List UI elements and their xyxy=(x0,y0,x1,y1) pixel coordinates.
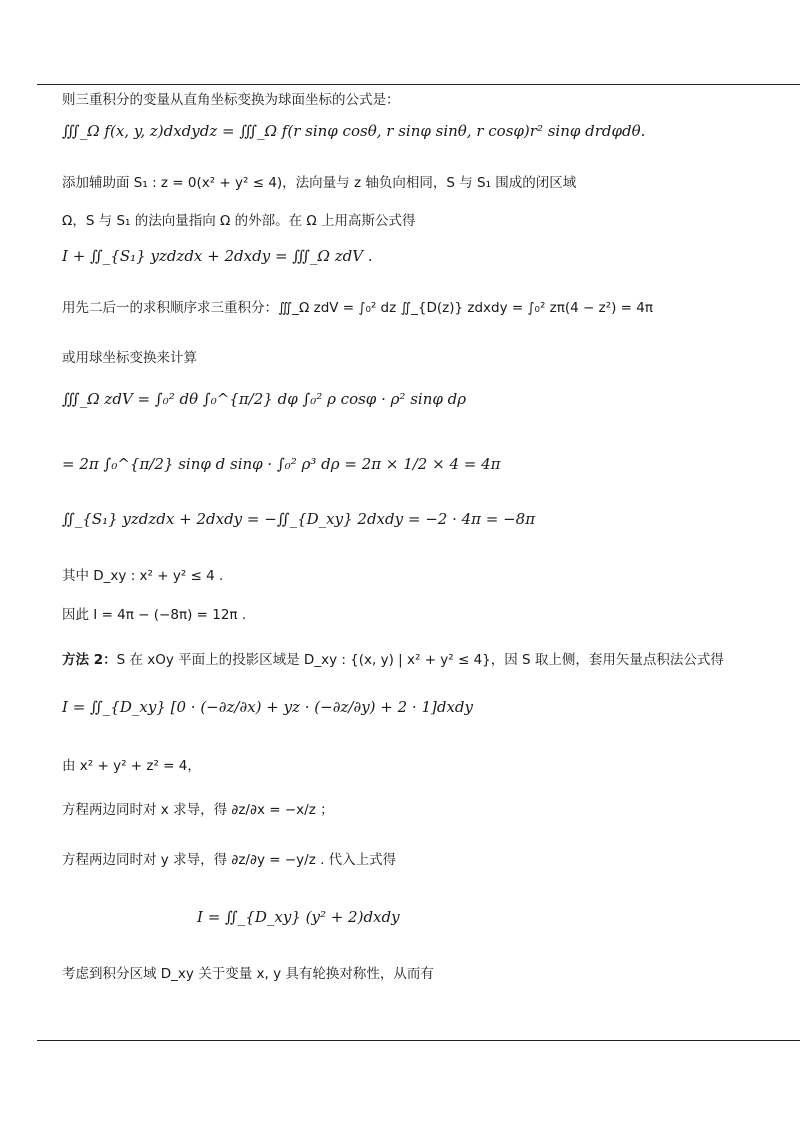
formula-gauss: I + ∬_{S₁} yzdzdx + 2dxdy = ∭_Ω zdV . xyxy=(62,247,373,265)
text-line-normal-direction: Ω，S 与 S₁ 的法向量指向 Ω 的外部。在 Ω 上用高斯公式得 xyxy=(62,213,416,229)
text-line-symmetry: 考虑到积分区域 D_xy 关于变量 x, y 具有轮换对称性，从而有 xyxy=(62,966,434,982)
text-line-derivative-x: 方程两边同时对 x 求导，得 ∂z/∂x = −x/z ； xyxy=(62,802,334,818)
method-2-text: S 在 xOy 平面上的投影区域是 D_xy : {(x, y) | x² + y² ≤ 4}，因 S 取上侧，套用矢量点积法公式得 xyxy=(116,652,724,668)
text-line-spherical-method: 或用球坐标变换来计算 xyxy=(62,350,197,366)
text-line-auxiliary-surface: 添加辅助面 S₁ : z = 0(x² + y² ≤ 4)，法向量与 z 轴负向相同，S 与 S₁ 围成的闭区域 xyxy=(62,175,577,191)
footer-rule xyxy=(37,1040,800,1041)
text-line-derivative-y: 方程两边同时对 y 求导，得 ∂z/∂y = −y/z . 代入上式得 xyxy=(62,852,397,868)
formula-spherical-integral: ∭_Ω zdV = ∫₀² dθ ∫₀^{π/2} dφ ∫₀² ρ cosφ · ρ² sinφ dρ xyxy=(62,390,467,408)
text-line-sphere-equation: 由 x² + y² + z² = 4， xyxy=(62,758,201,774)
formula-spherical-transform: ∭_Ω f(x, y, z)dxdydz = ∭_Ω f(r sinφ cosθ, r sinφ sinθ, r cosφ)r² sinφ drdφdθ. xyxy=(62,122,646,140)
text-line-dxy-definition: 其中 D_xy : x² + y² ≤ 4 . xyxy=(62,568,224,584)
text-line-1: 则三重积分的变量从直角坐标变换为球面坐标的公式是： xyxy=(62,92,400,108)
text-line-slice-method: 用先二后一的求积顺序求三重积分：∭_Ω zdV = ∫₀² dz ∬_{D(z)} zdxdy = ∫₀² zπ(4 − z²) = 4π xyxy=(62,300,653,316)
text-line-result-12pi: 因此 I = 4π − (−8π) = 12π . xyxy=(62,607,247,623)
header-rule xyxy=(37,84,800,85)
formula-vector-dot-product: I = ∬_{D_xy} [0 · (−∂z/∂x) + yz · (−∂z/∂y) + 2 · 1]dxdy xyxy=(62,698,474,716)
formula-simplified-integral: I = ∬_{D_xy} (y² + 2)dxdy xyxy=(197,908,400,926)
text-line-method-2 xyxy=(62,652,724,668)
formula-auxiliary-surface-integral: ∬_{S₁} yzdzdx + 2dxdy = −∬_{D_xy} 2dxdy = −2 · 4π = −8π xyxy=(62,510,536,528)
formula-spherical-result: = 2π ∫₀^{π/2} sinφ d sinφ · ∫₀² ρ³ dρ = 2π × 1/2 × 4 = 4π xyxy=(62,455,501,473)
method-2-label: 方法 2： xyxy=(62,652,117,668)
